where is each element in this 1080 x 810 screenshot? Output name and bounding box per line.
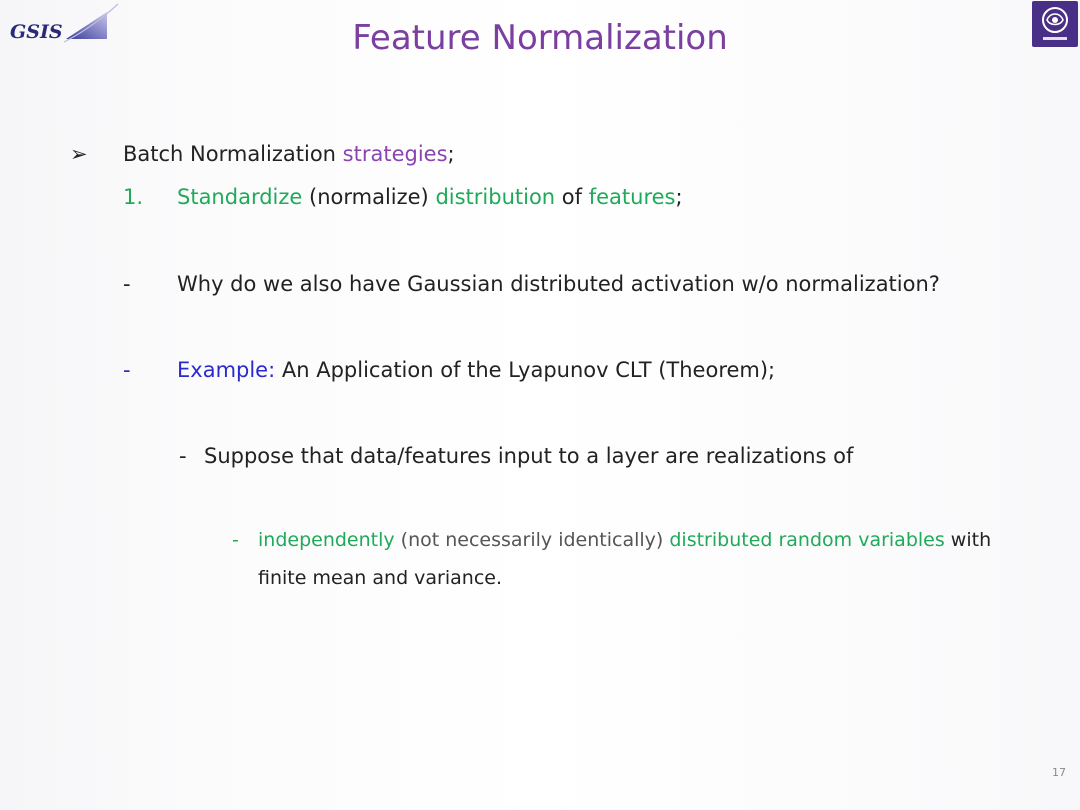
example-text: An Application of the Lyapunov CLT (Theorem);	[275, 358, 776, 382]
keyword-distributed-random-variables: distributed random variables	[669, 529, 945, 551]
item-number-1: 1.	[123, 185, 144, 209]
keyword-standardize: Standardize	[177, 185, 303, 209]
bullet-arrow-icon: ➢	[70, 142, 88, 166]
text-semicolon: ;	[675, 185, 683, 209]
slide-title: Feature Normalization	[352, 18, 728, 58]
dash-marker: -	[123, 358, 131, 382]
keyword-distribution: distribution	[435, 185, 556, 209]
text-not-identically: (not necessarily identically)	[394, 529, 670, 551]
slide-number: 17	[1052, 766, 1066, 779]
subsub-line-independently	[258, 529, 991, 551]
keyword-features: features	[588, 185, 676, 209]
text-normalize: (normalize)	[302, 185, 436, 209]
bullet-end: ;	[447, 142, 455, 166]
bullet-line-batch-normalization	[123, 142, 455, 166]
item-line-standardize	[177, 185, 683, 209]
sub-dash-marker: -	[179, 444, 187, 468]
sub-line-suppose: Suppose that data/features input to a layer are realizations of	[204, 444, 854, 468]
subsub-dash-marker: -	[232, 529, 239, 551]
example-label: Example:	[177, 358, 276, 382]
text-with: with	[944, 529, 992, 551]
gsis-logo-text: GSIS	[10, 21, 63, 43]
keyword-strategies: strategies	[342, 142, 448, 166]
text-of: of	[555, 185, 589, 209]
dash-line-example	[177, 358, 775, 382]
keyword-independently: independently	[258, 529, 395, 551]
bullet-text: Batch Normalization	[123, 142, 343, 166]
dash-line-why-gaussian: Why do we also have Gaussian distributed activation w/o normalization?	[177, 272, 940, 296]
dash-marker: -	[123, 272, 131, 296]
subsub-line-finite-mean: finite mean and variance.	[258, 567, 503, 589]
